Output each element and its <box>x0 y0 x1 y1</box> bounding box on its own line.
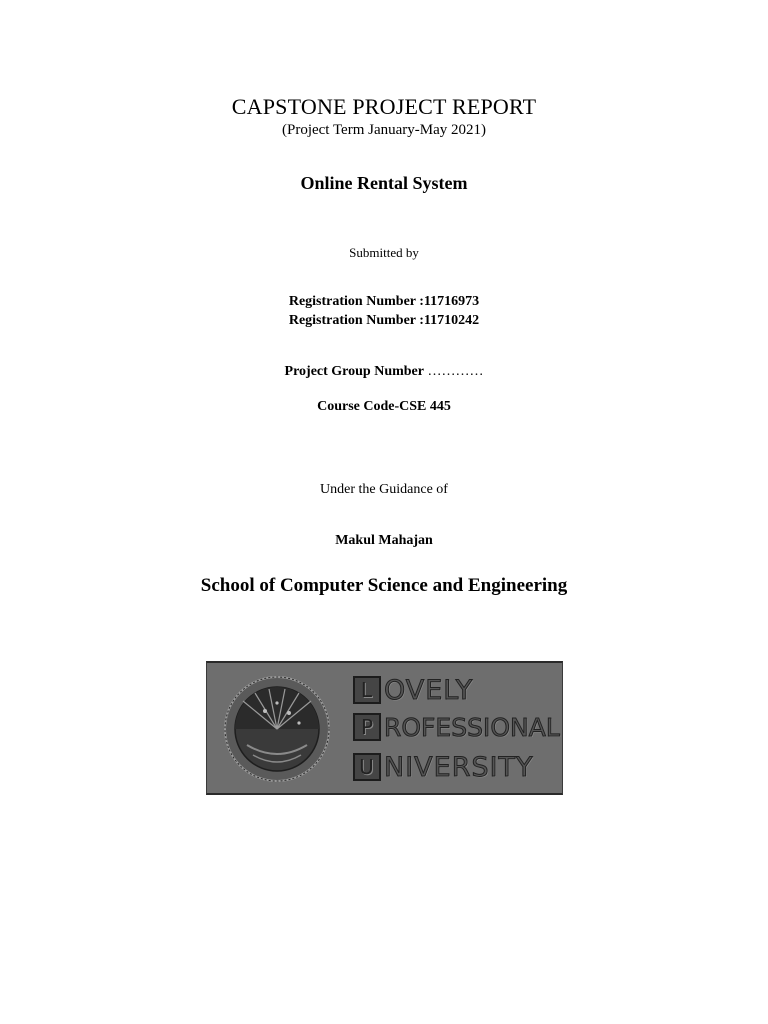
logo-row-lovely <box>353 674 474 706</box>
logo-initial-p: P <box>353 713 381 741</box>
course-code: Course Code-CSE 445 <box>317 399 451 414</box>
report-title: CAPSTONE PROJECT REPORT <box>231 94 537 119</box>
logo-initial-u: U <box>353 753 381 781</box>
registration-number-2: Registration Number :11710242 <box>288 313 480 328</box>
logo-initial-l: L <box>353 676 381 704</box>
university-logo <box>206 661 563 795</box>
project-name: Online Rental System <box>300 173 468 193</box>
logo-text-university: NIVERSITY <box>384 751 534 783</box>
guidance-label: Under the Guidance of <box>320 482 448 497</box>
registration-number-1: Registration Number :11716973 <box>288 294 480 309</box>
logo-text-professional: ROFESSIONAL <box>384 712 560 742</box>
project-group-value: ………… <box>423 364 484 379</box>
project-term: (Project Term January-May 2021) <box>281 122 487 138</box>
logo-row-university <box>353 751 534 783</box>
project-group-label: Project Group Number <box>284 364 424 379</box>
submitted-by-label: Submitted by <box>349 245 419 260</box>
logo-row-professional <box>353 714 560 740</box>
project-group-number <box>0 364 768 380</box>
school-name: School of Computer Science and Engineering <box>200 575 568 596</box>
guide-name: Makul Mahajan <box>335 533 433 548</box>
logo-text-lovely: OVELY <box>384 674 474 706</box>
